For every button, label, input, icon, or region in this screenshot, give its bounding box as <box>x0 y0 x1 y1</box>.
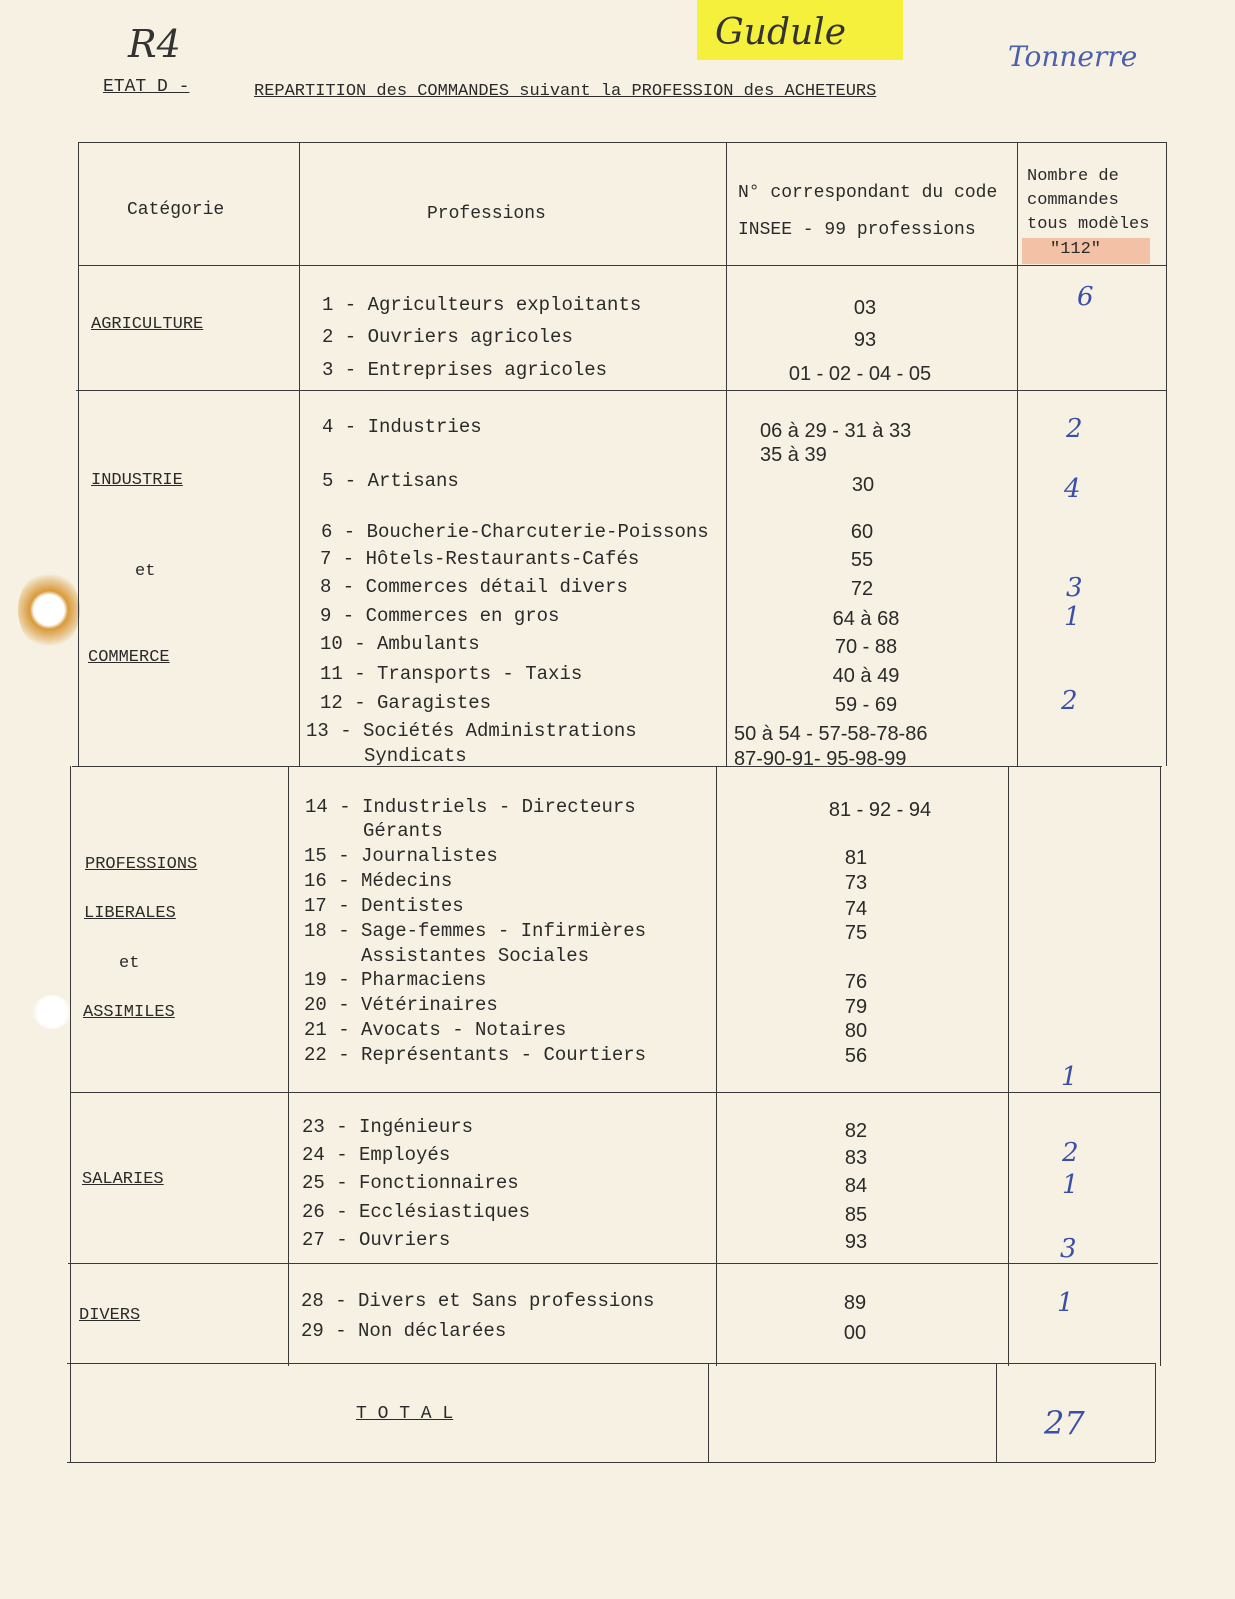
insee-code: 30 <box>851 474 875 496</box>
order-count: 1 <box>1061 1062 1078 1092</box>
header-code-line2: INSEE - 99 professions <box>738 220 976 240</box>
header-code-line1: N° correspondant du code <box>738 183 998 203</box>
header-count-line2: commandes <box>1027 191 1119 210</box>
insee-code: 93 <box>844 1231 868 1253</box>
profession-label: 13 - Sociétés Administrations <box>306 720 637 742</box>
insee-code: 03 <box>853 297 877 319</box>
category-et-1: et <box>135 562 156 581</box>
insee-code: 60 <box>850 521 874 543</box>
profession-label: 27 - Ouvriers <box>302 1229 451 1251</box>
profession-label-continued: Syndicats <box>364 745 467 767</box>
profession-label: 23 - Ingénieurs <box>302 1116 474 1138</box>
insee-code: 55 <box>850 549 874 571</box>
page-title: REPARTITION des COMMANDES suivant la PROFESSION des ACHETEURS <box>254 82 877 101</box>
profession-label: 26 - Ecclésiastiques <box>302 1201 531 1223</box>
insee-code: 72 <box>850 578 874 600</box>
profession-label: 24 - Employés <box>302 1144 451 1166</box>
insee-code: 75 <box>844 922 868 944</box>
category-divers: DIVERS <box>79 1306 141 1325</box>
annotation-r4: R4 <box>128 22 181 66</box>
insee-code: 81 <box>844 847 868 869</box>
insee-code: 59 - 69 <box>834 694 898 716</box>
profession-label: 14 - Industriels - Directeurs <box>305 796 636 818</box>
profession-label: 8 - Commerces détail divers <box>320 576 628 598</box>
profession-label: 4 - Industries <box>322 416 482 438</box>
category-industrie: INDUSTRIE <box>91 471 183 490</box>
profession-label: 19 - Pharmaciens <box>304 969 487 991</box>
order-count: 3 <box>1066 573 1083 603</box>
total-label: T O T A L <box>356 1404 454 1424</box>
insee-code: 56 <box>844 1045 868 1067</box>
annotation-tonnerre: Tonnerre <box>1008 40 1138 73</box>
profession-label: 6 - Boucherie-Charcuterie-Poissons <box>321 521 709 543</box>
profession-label: 1 - Agriculteurs exploitants <box>322 294 642 316</box>
etat-label: ETAT D - <box>103 77 190 97</box>
profession-label: 11 - Transports - Taxis <box>320 663 583 685</box>
category-et-2: et <box>119 954 140 973</box>
profession-label: 9 - Commerces en gros <box>320 605 560 627</box>
order-count: 2 <box>1062 1138 1079 1168</box>
insee-code: 83 <box>844 1147 868 1169</box>
insee-code: 93 <box>853 329 877 351</box>
profession-label: 15 - Journalistes <box>304 845 498 867</box>
insee-code: 50 à 54 - 57-58-78-86 <box>734 723 928 745</box>
profession-label: 7 - Hôtels-Restaurants-Cafés <box>320 548 640 570</box>
profession-label-continued: Gérants <box>363 820 443 842</box>
category-salaries: SALARIES <box>82 1170 164 1189</box>
profession-label: 25 - Fonctionnaires <box>302 1172 519 1194</box>
insee-code-continued: 87-90-91- 95-98-99 <box>734 748 907 770</box>
order-count: 1 <box>1064 602 1081 632</box>
profession-label: 12 - Garagistes <box>320 692 492 714</box>
insee-code: 76 <box>844 971 868 993</box>
header-category: Catégorie <box>127 200 225 220</box>
order-count: 6 <box>1077 282 1094 312</box>
order-count: 3 <box>1060 1234 1077 1264</box>
order-count: 1 <box>1057 1288 1074 1318</box>
profession-label: 20 - Vétérinaires <box>304 994 498 1016</box>
order-count: 1 <box>1062 1170 1079 1200</box>
header-professions: Professions <box>427 204 546 224</box>
insee-code: 00 <box>843 1322 867 1344</box>
order-count: 2 <box>1061 686 1078 716</box>
profession-label: 21 - Avocats - Notaires <box>304 1019 567 1041</box>
stain-upper <box>18 570 80 650</box>
category-liberales: LIBERALES <box>84 904 176 923</box>
header-count-line3: tous modèles <box>1027 215 1150 234</box>
category-agriculture: AGRICULTURE <box>91 315 204 334</box>
insee-code: 85 <box>844 1204 868 1226</box>
order-count: 2 <box>1066 414 1083 444</box>
profession-label: 16 - Médecins <box>304 870 453 892</box>
insee-code: 82 <box>844 1120 868 1142</box>
header-count-line1: Nombre de <box>1027 167 1119 186</box>
annotation-gudule: Gudule <box>715 12 846 53</box>
insee-code: 73 <box>844 872 868 894</box>
insee-code: 81 - 92 - 94 <box>828 799 932 821</box>
profession-label: 29 - Non déclarées <box>301 1320 507 1342</box>
insee-code: 80 <box>844 1020 868 1042</box>
insee-code: 40 à 49 <box>832 665 900 687</box>
category-assimiles: ASSIMILES <box>83 1003 175 1022</box>
total-value: 27 <box>1044 1404 1085 1442</box>
insee-code: 74 <box>844 898 868 920</box>
profession-label: 3 - Entreprises agricoles <box>322 359 608 381</box>
profession-label: 10 - Ambulants <box>320 633 480 655</box>
insee-code: 84 <box>844 1175 868 1197</box>
insee-code: 06 à 29 - 31 à 33 <box>760 420 912 442</box>
category-commerce: COMMERCE <box>88 648 170 667</box>
header-count-line4: "112" <box>1050 240 1102 259</box>
punch-hole <box>32 995 72 1029</box>
profession-label: 28 - Divers et Sans professions <box>301 1290 655 1312</box>
profession-label: 22 - Représentants - Courtiers <box>304 1044 647 1066</box>
profession-label: 2 - Ouvriers agricoles <box>322 326 573 348</box>
order-count: 4 <box>1064 474 1081 504</box>
profession-label: 18 - Sage-femmes - Infirmières <box>304 920 647 942</box>
insee-code: 79 <box>844 996 868 1018</box>
profession-label-continued: Assistantes Sociales <box>361 945 590 967</box>
insee-code: 01 - 02 - 04 - 05 <box>788 363 932 385</box>
insee-code: 64 à 68 <box>832 608 900 630</box>
insee-code-continued: 35 à 39 <box>760 444 827 466</box>
insee-code: 89 <box>843 1292 867 1314</box>
category-professions: PROFESSIONS <box>85 855 198 874</box>
insee-code: 70 - 88 <box>834 636 898 658</box>
profession-label: 5 - Artisans <box>322 470 459 492</box>
profession-label: 17 - Dentistes <box>304 895 464 917</box>
